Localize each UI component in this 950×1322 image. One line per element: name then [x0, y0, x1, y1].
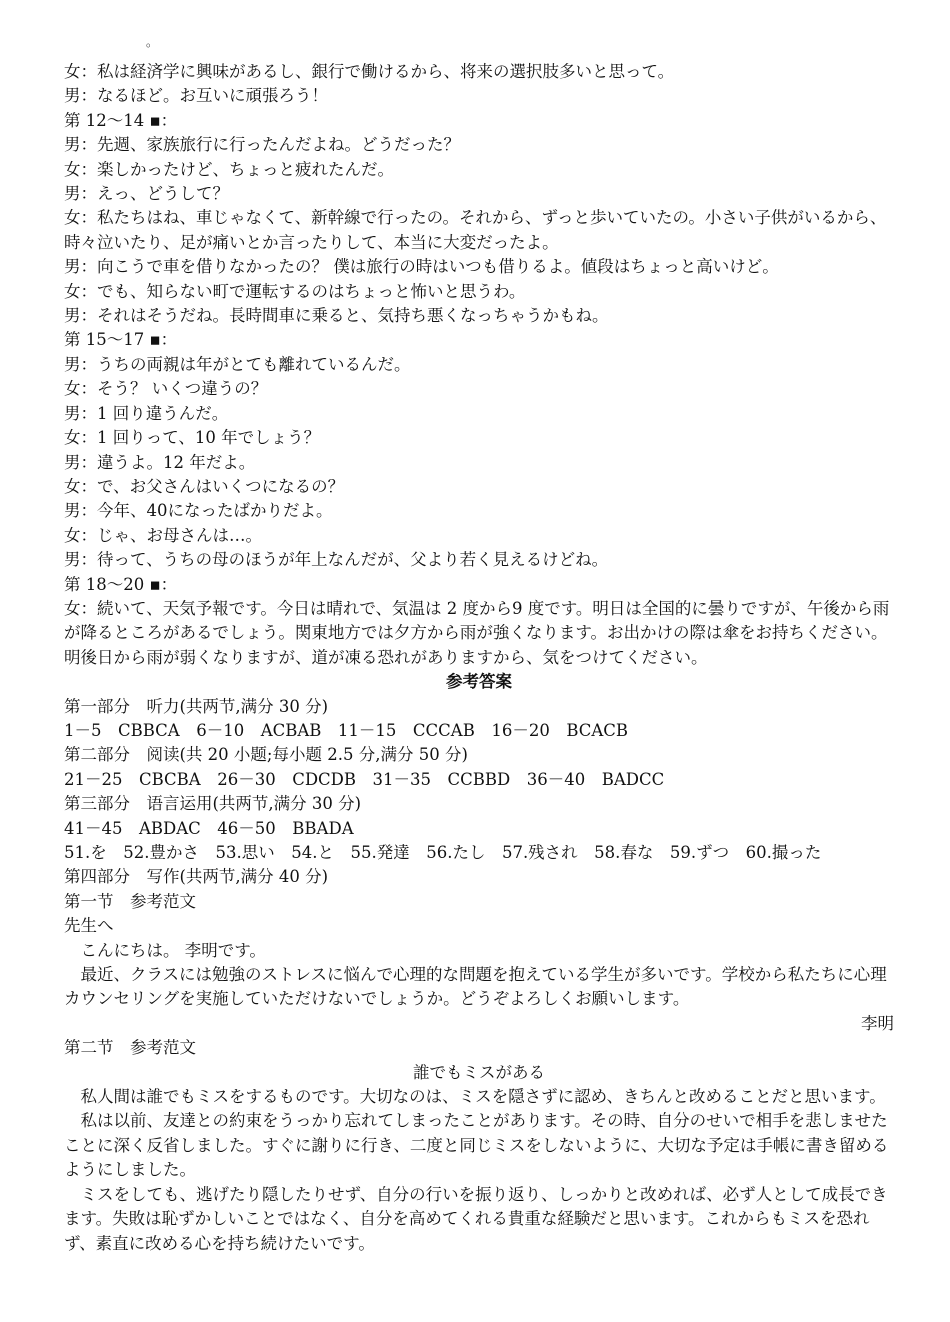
transcript-line: 男：先週、家族旅行に行ったんだよね。どうだった？	[64, 135, 460, 155]
letter-salutation: 先生へ	[64, 916, 114, 936]
answer-line: 第一节 参考范文	[64, 891, 196, 911]
section-label: 第 12～14 ▪：	[64, 110, 178, 130]
transcript-line: 女：楽しかったけど、ちょっと疲れたんだ。	[64, 159, 394, 179]
transcript-line: 男：なるほど。お互いに頑張ろう！	[64, 86, 328, 106]
transcript-line: 女：私は経済学に興味があるし、銀行で働けるから、将来の選択肢多いと思って。	[64, 62, 675, 81]
transcript-line: 女：じゃ、お母さんは…。	[64, 525, 262, 545]
answer-line: 51.を 52.豊かさ 53.思い 54.と 55.発達 56.たし 57.残され 58.春な 59.ずつ 60.撮った	[64, 843, 822, 862]
transcript-line: 女：で、お父さんはいくつになるの？	[64, 476, 345, 496]
answer-line: 第二部分 阅读(共 20 小题;每小题 2.5 分,满分 50 分)	[64, 745, 468, 765]
transcript-line: 女：私たちはね、車じゃなくて、新幹線で行ったの。それから、ずっと歩いていたの。小さい子供がいるから、時々泣いたり、足が痛いとか言ったりして、本当に大変だったよ。	[64, 208, 887, 252]
transcript-line: 男：えっ、どうして？	[64, 184, 229, 204]
letter-paragraph: 最近、クラスには勉強のストレスに悩んで心理的な問題を抱えている学生が多いです。学校から私たちに心理カウンセリングを実施していただけないでしょうか。どうぞよろしくお願いします。	[64, 965, 887, 1009]
transcript-line: 女：続いて、天気予報です。今日は晴れで、気温は 2 度から9 度です。明日は全国的に曇りですが、午後から雨が降るところがあるでしょう。関東地方では夕方から雨が強くなります。お出かけの際は傘をお持ちください。明後日から雨が弱くなりますが、道が凍る恐れがありますから、気をつけてください。	[64, 598, 890, 667]
answer-title: 参考答案	[446, 672, 512, 692]
answer-line: 第一部分 听力(共两节,满分 30 分)	[64, 696, 329, 716]
transcript-line: 女：そう？ いくつ違うの？	[64, 379, 268, 399]
section-label: 第 18～20 ▪：	[64, 574, 178, 594]
sample-essay	[64, 1036, 894, 1256]
transcript-line: 男：それはそうだね。長時間車に乗ると、気持ち悪くなっちゃうかもね。	[64, 306, 609, 326]
transcript-line: 男：待って、うちの母のほうが年上なんだが、父より若く見えるけどね。	[64, 550, 609, 570]
answer-line: 1－5 CBBCA 6－10 ACBAB 11－15 CCCAB 16－20 BCACB	[64, 720, 629, 740]
essay-paragraph: 私は以前、友達との約束をうっかり忘れてしまったことがあります。その時、自分のせいで相手を悲しませたことに深く反省しました。すぐに謝りに行き、二度と同じミスをしないように、大切な予定は手帳に書き留めるようにしました。	[64, 1111, 889, 1180]
answer-line: 第四部分 写作(共两节,满分 40 分)	[64, 867, 329, 887]
answer-line: 21－25 CBCBA 26－30 CDCDB 31－35 CCBBD 36－40 BADCC	[64, 769, 665, 789]
essay-paragraph: ミスをしても、逃げたり隠したりせず、自分の行いを振り返り、しっかりと改めれば、必ず人として成長できます。失敗は恥ずかしいことではなく、自分を高めてくれる貴重な経験だと思います。これからもミスを恐れず、素直に改める心を持ち続けたいです。	[64, 1184, 888, 1253]
transcript-line: 男：今年、40になったばかりだよ。	[64, 501, 333, 521]
essay-paragraph: 私人間は誰でもミスをするものです。大切なのは、ミスを隠さずに認め、きちんと改めることだと思います。	[80, 1087, 886, 1107]
listening-transcript	[64, 60, 894, 670]
transcript-line: 男：違うよ。12 年だよ。	[64, 452, 256, 472]
document-page	[64, 36, 894, 1256]
section-label: 第 15～17 ▪：	[64, 330, 178, 350]
letter-paragraph: こんにちは。 李明です。	[80, 940, 266, 960]
transcript-line: 男：うちの両親は年がとても離れているんだ。	[64, 354, 411, 374]
transcript-line: 男：1 回り違うんだ。	[64, 403, 229, 423]
transcript-line: 男：向こうで車を借りなかったの？ 僕は旅行の時はいつも借りるよ。値段はちょっと高いけど。	[64, 257, 779, 277]
transcript-line: 女：でも、知らない町で運転するのはちょっと怖いと思うわ。	[64, 281, 526, 301]
letter-signature: 李明	[861, 1013, 894, 1033]
answer-key	[64, 695, 894, 915]
transcript-line: 女：1 回りって、10 年でしょう？	[64, 428, 321, 448]
essay-title: 誰でもミスがある	[413, 1062, 545, 1082]
answer-line: 41－45 ABDAC 46－50 BBADA	[64, 818, 354, 838]
answer-line: 第三部分 语言运用(共两节,满分 30 分)	[64, 794, 362, 814]
stray-period: 。	[146, 35, 159, 49]
sample-letter	[64, 914, 894, 1036]
essay-section-label: 第二节 参考范文	[64, 1038, 196, 1058]
